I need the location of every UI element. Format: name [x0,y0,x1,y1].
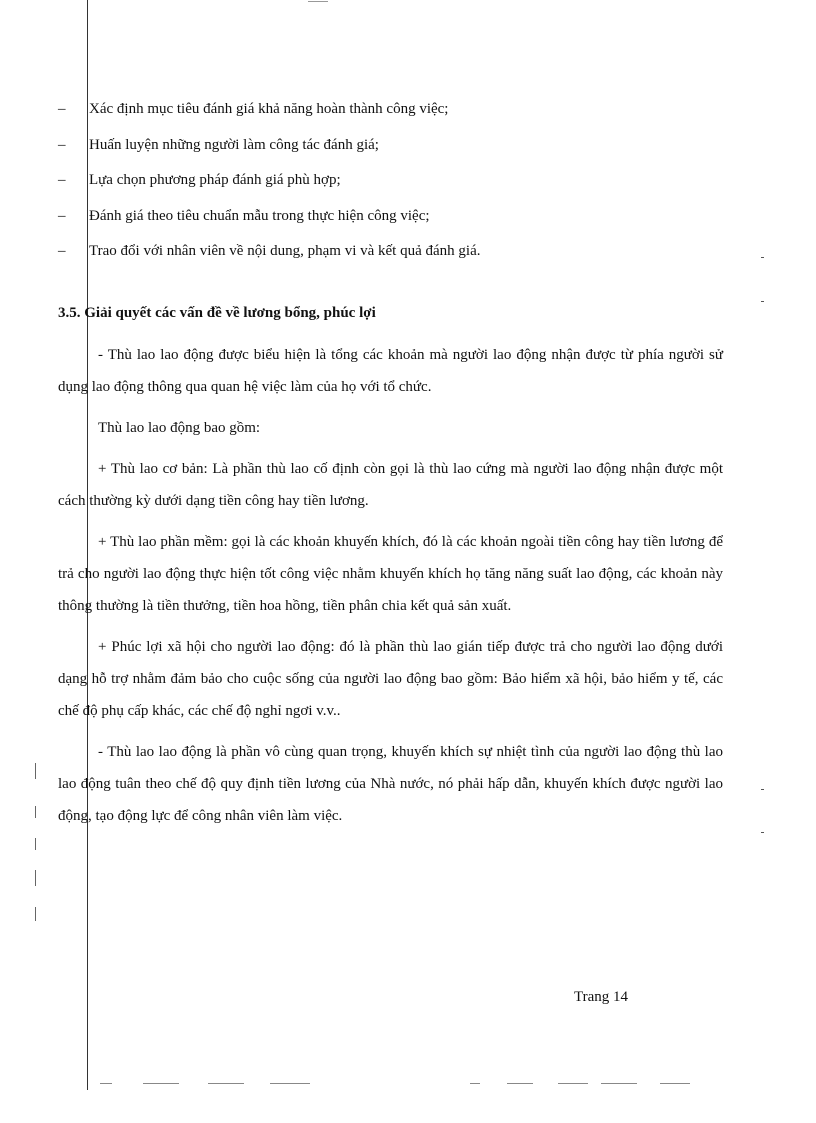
paragraph: + Thù lao cơ bản: Là phần thù lao cố định còn gọi là thù lao cứng mà người lao động nhận được một cách thường kỳ dưới dạng tiền công hay tiền lương. [58,461,723,509]
scan-mark [35,806,36,818]
list-item-text: Huấn luyện những người làm công tác đánh giá; [89,136,379,153]
list-item: – Lựa chọn phương pháp đánh giá phù hợp; [58,172,341,188]
scan-mark-bottom [601,1083,637,1084]
scan-mark [35,838,36,850]
scan-mark-bottom [100,1083,112,1084]
body-text [58,339,723,832]
list-item-text: Trao đổi với nhân viên về nội dung, phạm vi và kết quả đánh giá. [89,243,481,259]
scan-mark-bottom [470,1083,480,1084]
list-item: – Xác định mục tiêu đánh giá khả năng hoàn thành công việc; [58,101,449,117]
scan-mark-bottom [660,1083,690,1084]
list-item-text: Xác định mục tiêu đánh giá khả năng hoàn thành công việc; [89,101,449,117]
scan-mark-bottom [558,1083,588,1084]
section-number: 3.5. [58,305,81,321]
scan-mark [761,257,764,258]
list-item: – Đánh giá theo tiêu chuẩn mẫu trong thực hiện công việc; [58,207,430,224]
section-heading [58,303,376,323]
scan-mark-bottom [507,1083,533,1084]
scan-mark-bottom [270,1083,310,1084]
scan-mark-top [308,1,328,2]
list-item: – Trao đổi với nhân viên về nội dung, phạm vi và kết quả đánh giá. [58,243,481,259]
scan-mark [35,870,36,886]
paragraph: Thù lao lao động bao gồm: [98,420,261,436]
section-title: Giải quyết các vấn đề về lương bổng, phúc lợi [84,305,376,321]
scan-mark [35,907,36,921]
scan-mark-bottom [143,1083,179,1084]
list-item-text: Đánh giá theo tiêu chuẩn mẫu trong thực hiện công việc; [89,207,430,224]
list-item-text: Lựa chọn phương pháp đánh giá phù hợp; [89,172,341,188]
list-item: – Huấn luyện những người làm công tác đánh giá; [58,136,379,153]
scan-mark [761,832,764,833]
scan-mark [761,789,764,790]
paragraph: - Thù lao lao động được biểu hiện là tổng các khoản mà người lao động nhận được từ phía người sử dụng lao động thông qua quan hệ việc làm của họ với tổ chức. [58,347,723,395]
scan-mark [761,301,764,302]
paragraph: + Thù lao phần mềm: gọi là các khoản khuyến khích, đó là các khoản ngoài tiền công hay tiền lương để trả cho người lao động thực hiện tốt công việc nhằm khuyến khích họ tăng năng suất lao động, các khoản này thông thường là tiền thưởng, tiền hoa hồng, tiền phân chia kết quả sản xuất. [58,534,723,614]
scan-mark-bottom [208,1083,244,1084]
bullet-list [58,99,758,277]
page-number: Trang 14 [574,989,629,1005]
paragraph: - Thù lao lao động là phần vô cùng quan trọng, khuyến khích sự nhiệt tình của người lao động thù lao lao động tuân theo chế độ quy định tiền lương của Nhà nước, nó phải hấp dẫn, khuyến khích được người lao động, tạo động lực để công nhân viên làm việc. [58,744,723,824]
paragraph: + Phúc lợi xã hội cho người lao động: đó là phần thù lao gián tiếp được trả cho người lao động dưới dạng hỗ trợ nhằm đảm bảo cho cuộc sống của người lao động bao gồm: Bảo hiểm xã hội, bảo hiểm y tế, các chế độ phụ cấp khác, các chế độ nghỉ ngơi v.v.. [58,639,723,719]
scan-mark [35,763,36,779]
